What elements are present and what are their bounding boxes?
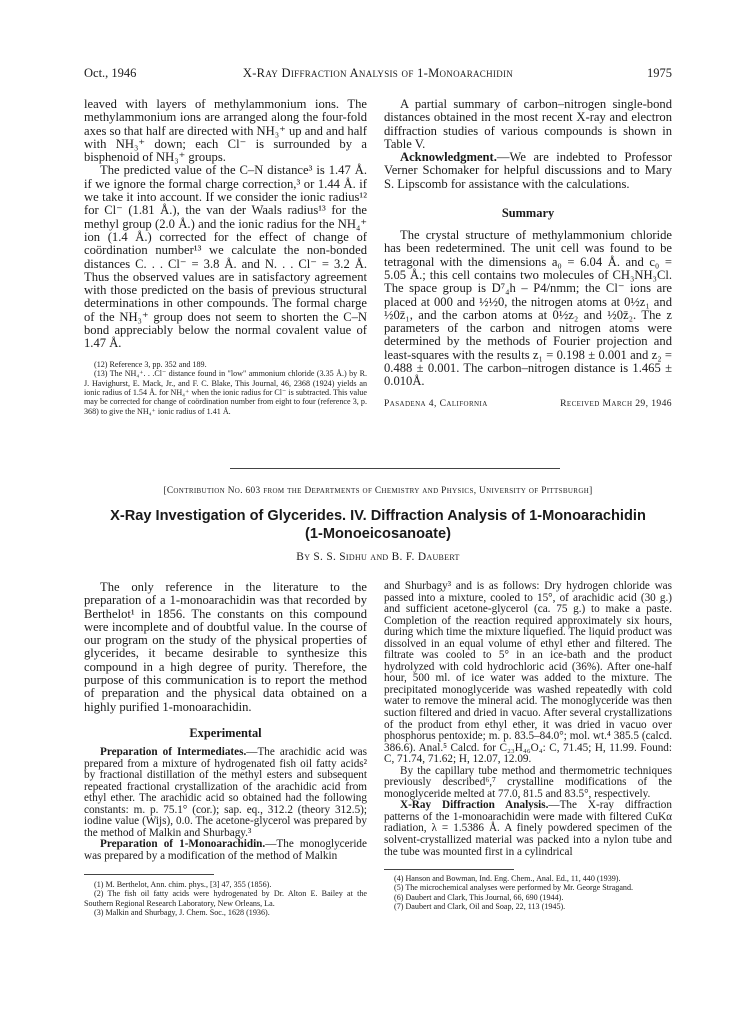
xray-paragraph (384, 800, 672, 858)
signature-date: Received March 29, 1946 (560, 397, 672, 409)
footnote-2: (2) The fish oil fatty acids were hydrogenated by Dr. Alton E. Bailey at the Southern Regional Research Laboratory, New Orleans, La. (84, 889, 367, 908)
xray-label: X-Ray Diffraction Analysis. (400, 799, 549, 812)
introduction-paragraph: The only reference in the literature to the preparation of a 1-monoarachidin was that recorded by Berthelot¹ in 1856. The constants on this compound were incomplete and of doubtful value. In the course of our program on the study of the physical properties of glycerides, it became desirable to synthesize this compound in a high degree of purity. Therefore, the purpose of this communication is to report the method of preparation and the physical data obtained on a highly purified 1-monoarachidin. (84, 580, 367, 714)
footnote-5: (5) The microchemical analyses were performed by Mr. George Stragand. (394, 883, 634, 893)
running-header (84, 66, 672, 82)
acknowledgment (384, 151, 672, 191)
summary-paragraph: The crystal structure of methylammonium chloride has been redetermined. The unit cell was found to be tetragonal with the dimensions a₀ = 6.04 Å. and c₀ = 5.05 Å.; this cell contains two molecules of CH₃NH₃Cl. The space group is D⁷₄h – P4/nmm; the Cl⁻ ions are placed at 000 and ½½0, the nitrogen atoms at 0½z₁ and ½0z̄₁, and the carbon atoms at 0½z₂ and ½0z̄₂. The z parameters of the carbon and nitrogen atoms were determined by the methods of Fourier projection and least-squares with the results z₁ = 0.198 ± 0.001 and z₂ = 0.488 ± 0.001. The carbon–nitrogen distance is 1.465 ± 0.010Å. (384, 228, 672, 389)
procedure-paragraph: and Shurbagy³ and is as follows: Dry hydrogen chloride was passed into a mixture, cooled to 15°, of arachidic acid (30 g.) and sufficient acetone-glycerol (ca. 75 g.) to make a paste. Completion of the reaction required approximately six hours, during which time the mixture liquefied. The liquid product was dissolved in an equal volume of ethyl ether and filtered. The filtrate was cooled to 5° in an ice-bath and the product hydrolyzed with cold hydrochloric acid (36%). After one-half hour, 500 ml. of ice water was added to the mixture. The precipitated monoglyceride was washed repeatedly with cold water to remove the mineral acid. The monoglyceride was then suction filtered and dried in vacuo. After several crystallizations of the product from ethyl ether, it was dried in vacuo over phosphorus pentoxide; m. p. 83.5–84.0°; mol. wt.⁴ 385.5 (calcd. 386.6). Anal.⁵ Calcd. for C₂₃H₄₆O₄: C, 71.45; H, 11.99. Found: C, 71.74, 71.62; H, 12.07, 12.09. (384, 580, 672, 766)
top-left-column (84, 98, 367, 416)
footnote-rule (84, 874, 214, 875)
article-title-line-1: X-Ray Investigation of Glycerides. IV. Diffraction Analysis of 1-Monoarachidin (110, 508, 646, 524)
intermediates-text: —The arachidic acid was prepared from a mixture of hydrogenated fish oil fatty acids² by fractional distillation of the methyl esters and subsequent repeated fractional crystallization of the arachidic acid from ethyl ether. The arachidic acid so obtained had the following constants: m. p. 75.1° (cor.); sap. eq., 312.2 (theory 312.5); iodine value (Wijs), 0.0. The acetone-glycerol was prepared by the method of Malkin and Shurbagy.³ (84, 745, 367, 839)
melting-paragraph: By the capillary tube method and thermometric techniques previously described⁶,⁷ crystalline modifications of the monoglyceride melted at 77.0, 81.5 and 83.5°, respectively. (384, 764, 672, 800)
footnote-13: (13) The NH₄⁺. . .Cl⁻ distance found in "low" ammonium chloride (3.35 Å.) by R. J. Havighurst, E. Mack, Jr., and F. C. Blake, This Journal, 46, 2368 (1924) yields an ionic radius of 1.54 Å. for NH₄⁺ when the ionic radius for Cl⁻ is subtracted. This value may be corrected for change of coördination number from eight to four (reference 3, p. 368) to give the NH₄⁺ ionic radius of 1.41 Å. (84, 369, 367, 416)
body-paragraph: The predicted value of the C–N distance³ is 1.47 Å. if we ignore the formal charge correction,³ or 1.44 Å. if we take it into account. If we consider the ionic radius¹² for Cl⁻ (1.81 Å.), the van der Waals radius¹³ for the methyl group (2.0 Å.) and the ionic radius for the NH₄⁺ ion (1.4 Å.) corrected for the effect of change of coördination number¹³ we calculate the non-bonded distances C. . . Cl⁻ = 3.8 Å. and N. . . Cl⁻ = 3.2 Å. Thus the observed values are in satisfactory agreement with those predicted on the basis of previous structural determinations in other compounds. The formal charge of the NH₃⁺ group does not seem to shorten the C–N bond appreciably below the normal covalent value of 1.47 Å. (84, 163, 367, 351)
footnote-7: (7) Daubert and Clark, Oil and Soap, 22, 113 (1945). (394, 902, 566, 912)
bottom-right-column (384, 581, 672, 858)
footnote-12: (12) Reference 3, pp. 352 and 189. (94, 359, 207, 369)
signature-line (384, 398, 672, 409)
footnote-4: (4) Hanson and Bowman, Ind. Eng. Chem., Anal. Ed., 11, 440 (1939). (394, 874, 621, 883)
monoarachidin-paragraph (84, 839, 367, 862)
intermediates-paragraph (84, 747, 367, 839)
acknowledgment-text: —We are indebted to Professor Verner Schomaker for helpful discussions and to Mary S. Lipscomb for assistance with the calculations. (384, 150, 672, 191)
top-right-column (384, 98, 672, 409)
footnote-1: (1) M. Berthelot, Ann. chim. phys., [3] 47, 355 (1856). (94, 880, 272, 889)
monoarachidin-label: Preparation of 1-Monoarachidin. (100, 838, 266, 851)
body-paragraph: A partial summary of carbon–nitrogen single-bond distances obtained in the most recent X-ray and electron diffraction studies of various compounds is shown in Table V. (384, 97, 672, 151)
signature-place: Pasadena 4, California (384, 397, 488, 409)
bottom-left-footnotes (84, 880, 367, 918)
xray-text: —The X-ray diffraction patterns of the 1-monoarachidin were made with filtered CuKα radiation, λ = 1.5386 Å. A finely powdered specimen of the solvent-crystallized material was packed into a nylon tube and the tube was mounted first in a cylindrical (384, 799, 672, 858)
page-number: 1975 (647, 66, 672, 80)
body-paragraph: leaved with layers of methylammonium ions. The methylammonium ions are arranged along the four-fold axes so that half are directed with NH₃⁺ up and and half with NH₃⁺ down; each Cl⁻ is surrounded by a bisphenoid of NH₃⁺ groups. (84, 97, 367, 165)
experimental-heading: Experimental (189, 725, 262, 740)
header-title: X-Ray Diffraction Analysis of 1-Monoarachidin (242, 66, 514, 80)
footnote-rule (384, 869, 514, 870)
section-divider (230, 468, 560, 469)
bottom-right-footnotes (384, 874, 672, 912)
intermediates-label: Preparation of Intermediates. (100, 745, 247, 758)
bottom-left-column (84, 581, 367, 862)
monoarachidin-text: —The monoglyceride was prepared by a modification of the method of Malkin (84, 838, 367, 862)
summary-heading: Summary (501, 206, 555, 221)
footnote-6: (6) Daubert and Clark, This Journal, 66, 690 (1944). (394, 892, 564, 902)
contribution-line: [Contribution No. 603 from the Departments of Chemistry and Physics, University of Pittsburgh] (163, 486, 593, 496)
footnote-3: (3) Malkin and Shurbagy, J. Chem. Soc., 1628 (1936). (94, 908, 270, 918)
article-title-line-2: (1-Monoeicosanoate) (305, 525, 451, 542)
acknowledgment-label: Acknowledgment. (400, 150, 497, 165)
header-date: Oct., 1946 (84, 66, 137, 80)
article-title (84, 508, 672, 543)
article-authors: By S. S. Sidhu and B. F. Daubert (296, 551, 460, 563)
